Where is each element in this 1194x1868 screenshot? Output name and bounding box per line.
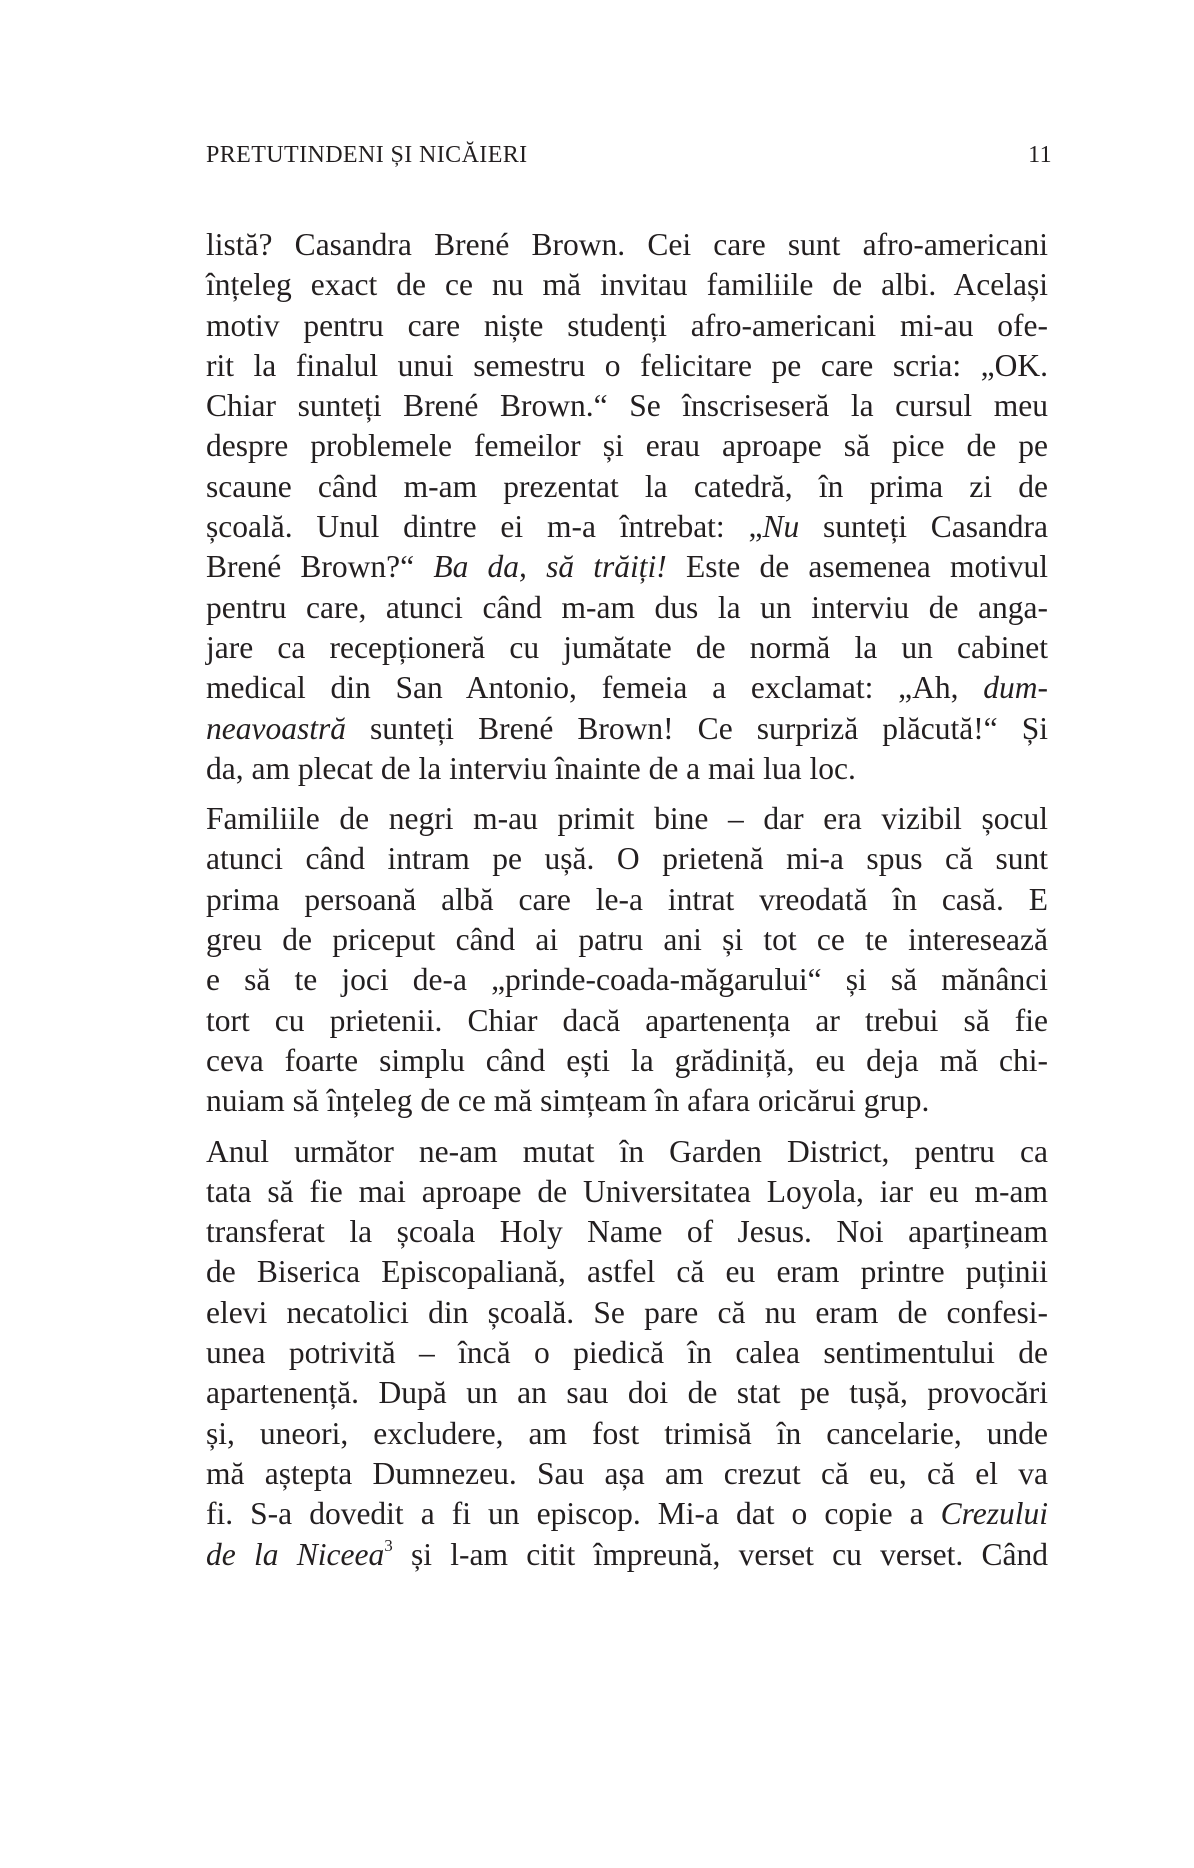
text-line: atunci când intram pe ușă. O prietenă mi-a spus că sunt bbox=[206, 841, 1048, 877]
text-line: apartenență. După un an sau doi de stat pe tușă, provocări bbox=[206, 1375, 1048, 1411]
text-line: tort cu prietenii. Chiar dacă apartenența ar trebui să fie bbox=[206, 1002, 1048, 1038]
page-number: 11 bbox=[1028, 142, 1052, 168]
text-line: despre problemele femeilor și erau aproape să pice de pe bbox=[206, 428, 1048, 464]
text-line bbox=[206, 507, 1048, 547]
footnote-marker[interactable]: 3 bbox=[384, 1536, 393, 1555]
text-line: elevi necatolici din școală. Se pare că nu eram de confesi- bbox=[206, 1294, 1048, 1330]
text-run: sunteți Casandra bbox=[799, 509, 1048, 545]
text-line: motiv pentru care niște studenți afro-americani mi-au ofe- bbox=[206, 307, 1048, 343]
text-line: listă? Casandra Brené Brown. Cei care sunt afro-americani bbox=[206, 227, 1048, 262]
text-line bbox=[206, 1535, 1048, 1575]
text-run: medical din San Antonio, femeia a exclamat: „Ah, bbox=[206, 670, 984, 706]
paragraph-1 bbox=[206, 225, 1048, 789]
text-run: sunteți Brené Brown! Ce surpriză plăcută!“ Și bbox=[345, 710, 1048, 746]
paragraph-2 bbox=[206, 799, 1048, 1121]
italic-text: de la Niceea bbox=[206, 1536, 385, 1572]
text-run: și l-am citit împreună, verset cu verset. Când bbox=[392, 1536, 1048, 1572]
text-line: tata să fie mai aproape de Universitatea Loyola, iar eu m-am bbox=[206, 1173, 1048, 1209]
text-line: nuiam să înțeleg de ce mă simțeam în afara oricărui grup. bbox=[206, 1083, 930, 1119]
text-run: Este de asemenea motivul bbox=[666, 549, 1048, 585]
text-run: fi. S-a dovedit a fi un episcop. Mi-a dat o copie a bbox=[206, 1496, 941, 1532]
text-line: greu de priceput când ai patru ani și tot ce te interesează bbox=[206, 922, 1048, 958]
text-line: Familiile de negri m-au primit bine – dar era vizibil șocul bbox=[206, 801, 1048, 837]
text-line: e să te joci de-a „prinde-coada-măgarului“ și să mănânci bbox=[206, 962, 1048, 998]
italic-text: Nu bbox=[762, 509, 800, 545]
text-line: scaune când m-am prezentat la catedră, în prima zi de bbox=[206, 468, 1048, 504]
paragraph-3 bbox=[206, 1132, 1048, 1575]
running-header bbox=[206, 138, 1052, 172]
text-line bbox=[206, 668, 1048, 708]
italic-text: neavoastră bbox=[206, 710, 346, 746]
text-line: prima persoană albă care le-a intrat vreodată în casă. E bbox=[206, 881, 1048, 917]
text-line: de Biserica Episcopaliană, astfel că eu eram printre puținii bbox=[206, 1254, 1048, 1290]
running-title: PRETUTINDENI ȘI NICĂIERI bbox=[206, 142, 528, 168]
italic-text: Crezului bbox=[940, 1496, 1048, 1532]
italic-text: Ba da, să trăiți! bbox=[433, 549, 667, 585]
text-line: Anul următor ne-am mutat în Garden District, pentru ca bbox=[206, 1133, 1048, 1169]
text-line: unea potrivită – încă o piedică în calea sentimentului de bbox=[206, 1335, 1048, 1371]
text-line bbox=[206, 1494, 1048, 1534]
text-line: ceva foarte simplu când ești la grădiniță, eu deja mă chi- bbox=[206, 1042, 1048, 1078]
text-line: Chiar sunteți Brené Brown.“ Se înscriseseră la cursul meu bbox=[206, 388, 1048, 424]
text-line bbox=[206, 709, 1048, 749]
text-line bbox=[206, 547, 1048, 587]
text-line: rit la finalul unui semestru o felicitare pe care scria: „OK. bbox=[206, 347, 1048, 383]
italic-text: dum- bbox=[983, 670, 1048, 706]
text-line: pentru care, atunci când m-am dus la un interviu de anga- bbox=[206, 589, 1048, 625]
text-run: Brené Brown?“ bbox=[206, 549, 434, 585]
text-line: și, uneori, excludere, am fost trimisă în cancelarie, unde bbox=[206, 1415, 1048, 1451]
body-text bbox=[206, 225, 1048, 1575]
text-line: jare ca recepționeră cu jumătate de normă la un cabinet bbox=[206, 629, 1048, 665]
text-line: da, am plecat de la interviu înainte de a mai lua loc. bbox=[206, 750, 856, 786]
text-run: școală. Unul dintre ei m-a întrebat: „ bbox=[206, 509, 763, 545]
text-line: înțeleg exact de ce nu mă invitau familiile de albi. Același bbox=[206, 267, 1048, 303]
text-line: transferat la școala Holy Name of Jesus. Noi aparțineam bbox=[206, 1214, 1048, 1250]
text-line: mă aștepta Dumnezeu. Sau așa am crezut că eu, că el va bbox=[206, 1455, 1048, 1491]
